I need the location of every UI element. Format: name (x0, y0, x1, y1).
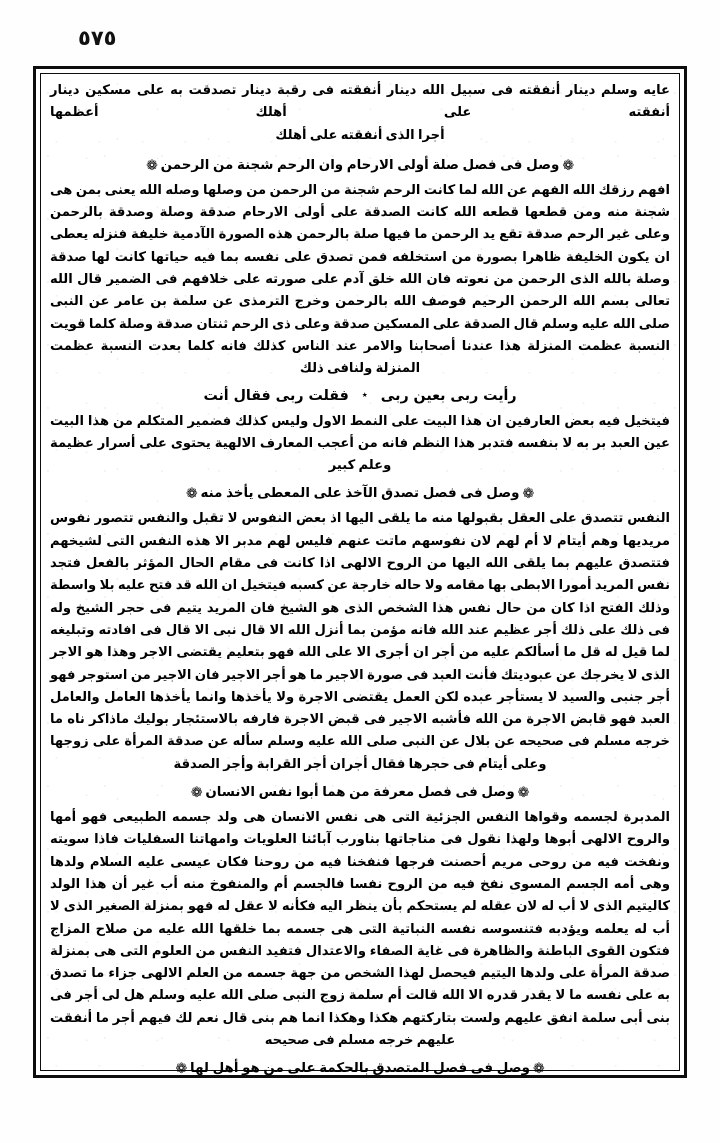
rubric-abaway-nafs-label: وصل فى فصل معرفة من هما أبوا نفس الانسان (205, 785, 515, 801)
spacer (50, 1052, 670, 1053)
paragraph-verse-commentary: فيتخيل فيه بعض العارفين ان هذا البيت على النمط الاول وليس كذلك فضمير المتكلم من هذا البيت عين العبد بر به لا بنفسه فتدبر هذا النظم فانه من أعجب المعارف الالهية يحتوى على أسرار عظيمة وعلم كبير (50, 413, 670, 474)
rubric-silat-al-arham (50, 152, 670, 179)
verse-line (50, 382, 670, 411)
spacer (50, 147, 670, 150)
verse-separator-icon: ٭ (361, 387, 368, 401)
verse-hemistich-2: فقلت ربى فقال أنت (203, 387, 349, 404)
page-frame-inner (40, 73, 680, 1078)
spacer (50, 477, 670, 478)
page-number: ٥٧٥ (78, 26, 117, 50)
paragraph-nafs: النفس تتصدق على العقل بقبولها منه ما يلقى اليها اذ بعض النفوس لا تقبل والنفس تتصور نفوس مريديها وهم أيتام لا أم لهم لان نفوسهم ماتت عنهم فليس لهم مدبر الا هذه النفس التى لشيخهم فتتصدق عليهم بما يلقى الله اليها من الروح الالهى اذا كانت فى مقام الحال المؤثر بالفعل فتجد نفس المريد أمورا الابطى بها مقامه ولا حاله خارجة عن كسبه فيتخيل ان الله قد فتح عليه بلا واسطة وذلك الفتح اذا كان من حال نفس هذا الشخص الذى هو الشيخ فان المريد يتيم فى حجر الشيخ وله فى ذلك على ذلك أجر عظيم عند الله فانه مؤمن بما أنزل الله الا قال نبى الا قال فى افادته وتبليغه لما قيل له قل ما أسألكم عليه من أجر ان أجرى الا على الله فهو بتعليم يقتضى الاجر وهذا هو الاجر الذى لا يخرجك عن عبوديتك فأنت العبد فى صورة الاجير ما هو أجر الاجير فان الاجير من استوجر فهو أجر جنبى والسيد لا يستأجر عبده لكن العمل يقتضى الاجرة ولا يأخذها وانما يأخذها العامل والعامل العبد فهو قابض الاجرة من الله فأشبه الاجير فى قبض الاجرة فارفه بالاستئجار بوليك ماذاكر ناه ما خرجه مسلم فى صحيحه عن بلال عن النبى صلى الله عليه وسلم سأله عن صدقة المرأة على زوجها وعلى أيتام فى حجرها فقال أجران أجر القرابة وأجر الصدقة (50, 511, 670, 772)
paragraph-opening-line-2: أجرا الذى أنفقته على أهلك (275, 127, 445, 143)
rubric-tasadduq-al-akhidh (50, 480, 670, 507)
paragraph-arham: افهم رزقك الله الفهم عن الله لما كانت الرحم شجنة من الرحمن من وصلها وصله الله يعنى بمن هى شجنة منه ومن قطعها قطعه الله كانت الصدقة على أولى الارحام صدقة وصلة وصدقة بالرحمن وعلى غير الرحم صدقة تقع يد الرحمن ما فيها صلة بالرحمن هذه الصورة الآدمية خليفة فنزله يعطى ان يكون الخليفة ظاهرا بصورة من استخلفه فمن تصدق على نفسه بما فيه حياتها كانت لها صدقة وصلة بالله الذى الرحمن من نعوته فان الله خلق آدم على صورته على خلافهم فى الضمير قال الله تعالى بسم الله الرحمن الرحيم فوصف الله بالرحمن وخرج الترمذى عن سلمة بن عامر عن النبى صلى الله عليه وسلم قال الصدقة على المسكين صدقة وعلى ذى الرحم ثنتان صدقة وصلة كلما قويت النسبة عظمت المنزلة هذا عندنا أصحابنا والامر عند الناس كذلك فانه كلما بعدت النسبة عظمت المنزلة ولنافى ذلك (50, 182, 670, 377)
rubric-tasadduq-al-akhidh-label: وصل فى فصل تصدق الآخذ على المعطى يأخذ منه (200, 486, 520, 502)
rubric-mutasaddiq-bilhikma (50, 1055, 670, 1082)
floret-icon-right: ❁ (532, 1061, 545, 1078)
page-frame-outer (33, 66, 687, 1078)
floret-icon-left: ❁ (190, 785, 203, 802)
rubric-mutasaddiq-bilhikma-label: وصل فى فصل المتصدق بالحكمة على من هو أهل لها (190, 1061, 530, 1077)
paragraph-opening-line-1: عايه وسلم دينار أنفقته فى سبيل الله دينار أنفقته فى رقبة دينار تصدقت به على مسكين دينار أنفقته على أهلك أعظمها (50, 83, 670, 121)
floret-icon-right: ❁ (517, 785, 530, 802)
rubric-abaway-nafs (50, 779, 670, 806)
floret-icon-left: ❁ (186, 486, 198, 503)
page-number-row (0, 28, 720, 60)
floret-icon-right: ❁ (522, 486, 534, 503)
rubric-silat-al-arham-label: وصل فى فصل صلة أولى الارحام وان الرحم شجنة من الرحمن (160, 157, 560, 173)
spacer (50, 776, 670, 777)
floret-icon-left: ❁ (146, 157, 158, 174)
floret-icon-left: ❁ (175, 1061, 188, 1078)
floret-icon-right: ❁ (562, 157, 574, 174)
paragraph-abaway: المدبرة لجسمه وقواها النفس الجزئية التى هى نفس الانسان هى ولد جسمه الطبيعى فهو أمها والروح الالهى أبوها ولهذا نقول فى مناجاتها بناورب آبائنا العلويات وامهاتنا السفليات فاذا سويته ونفخت فيه من روحى مريم أحصنت فرجها فنفخنا فيه من روحنا فكان عيسى عليه السلام ولدها وهى أمه الجسم المسوى نفخ فيه من الروح نفسا فالجسم أم والمنفوخ منه أب غير أن هذا الولد كاليتيم الذى لا أب له لان عقله لم يستحكم بأن ينظر اليه فكأنه لا عقل له فهو بمنزلة الصغير الذى لا أب له يعلمه ويؤدبه فتنسوسه نفسه النباتية التى هى جسمه بما خلقها الله عليه من صلاح المزاج فتكون القوى الباطنة والظاهرة فى غاية الصفاء والاعتدال فتفيد النفس من العلوم التى هى بمنزلة صدقة المرأة على ولدها اليتيم فيحصل لهذا الشخص من جهة جسمه من العلم الالهى جزاء ما تصدق به على نفسه ما لا يقدر قدره الا الله قالت أم سلمة زوج النبى صلى الله عليه وسلم هل لى أجر فى بنى أبى سلمة انفق عليهم ولست بتاركتهم هكذا وهكذا انما هم بنى قال نعم لك فيهم أجر ما أنفقت عليهم خرجه مسلم فى صحيحه (50, 810, 670, 1048)
text-column (50, 80, 670, 1078)
verse-hemistich-1: رأيت ربى بعين ربى (380, 387, 517, 404)
